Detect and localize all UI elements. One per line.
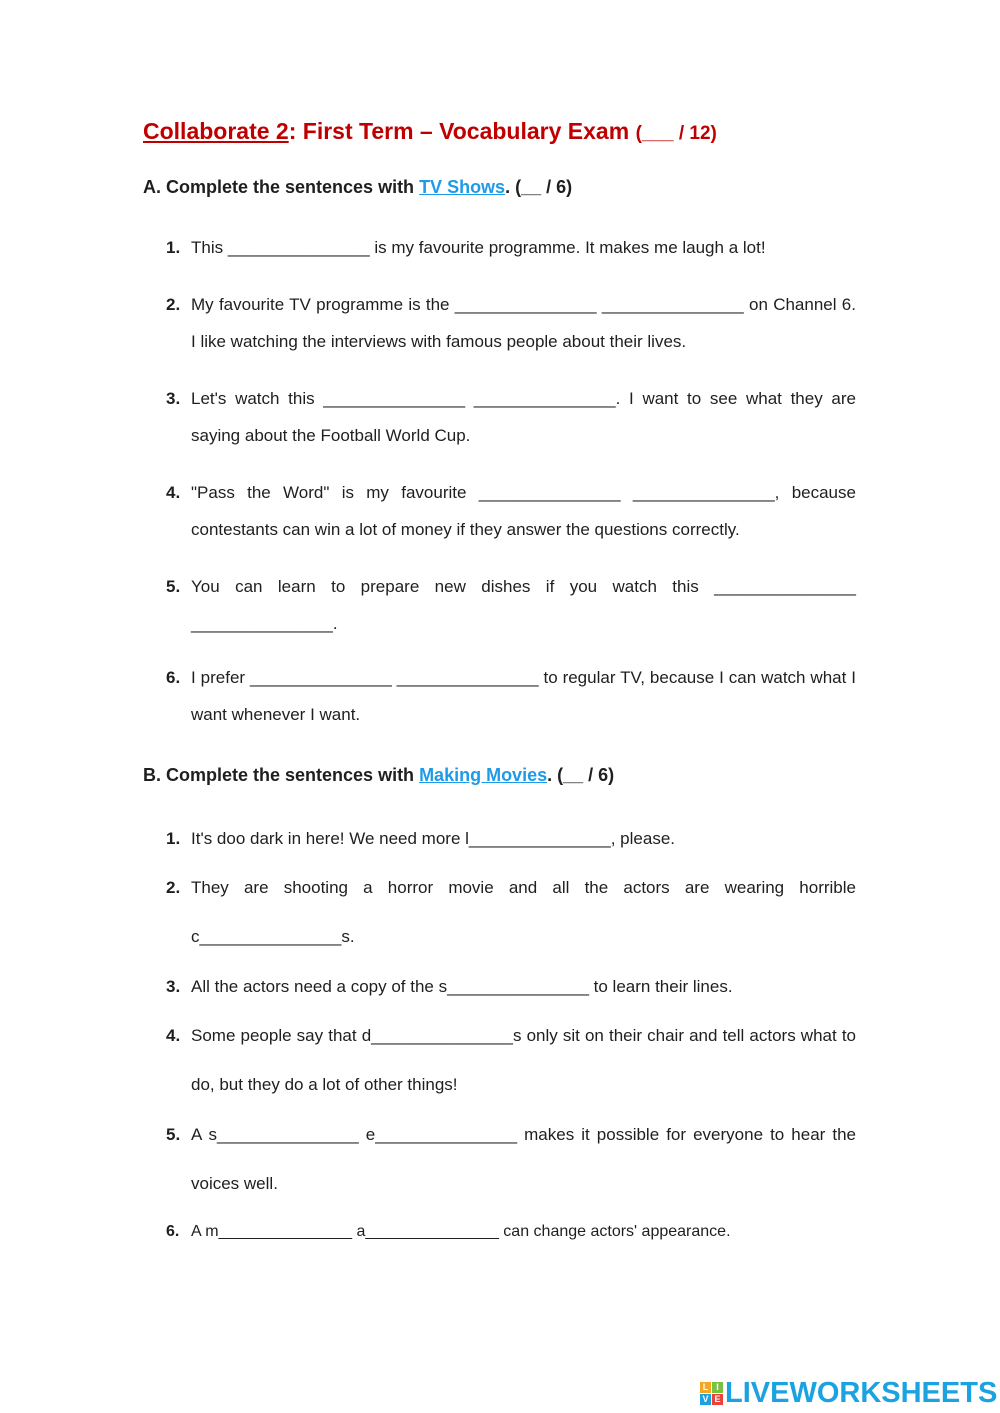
item-number: 3. — [166, 389, 181, 408]
section-b-score: . (__ / 6) — [547, 765, 615, 785]
item-text: My favourite TV programme is the — [191, 295, 455, 314]
section-a-item-5 — [166, 568, 856, 642]
section-a-item-1 — [166, 229, 856, 266]
section-b-topic-link[interactable]: Making Movies — [419, 765, 548, 785]
answer-blank[interactable]: _______________ _______________ — [478, 483, 775, 502]
answer-blank[interactable]: _______________ _______________ — [249, 668, 539, 687]
section-a-score: . (__ / 6) — [505, 177, 573, 197]
answer-blank[interactable]: _______________ _______________ — [191, 577, 856, 633]
item-number: 4. — [166, 483, 181, 502]
item-text[interactable]: They are shooting a horror movie and all the actors are wearing horrible c_______________s. — [191, 878, 856, 946]
section-a-heading — [143, 177, 572, 198]
title-text: : First Term – Vocabulary Exam — [288, 118, 636, 144]
logo-mark-letter: E — [712, 1394, 723, 1405]
section-b-item-6 — [166, 1213, 856, 1250]
section-b-item-1 — [166, 820, 856, 857]
item-text: "Pass the Word" is my favourite — [191, 483, 479, 502]
logo-mark-letter: V — [700, 1394, 711, 1405]
item-text: to regular TV, because I can watch what I want whenever I want. — [191, 668, 856, 724]
item-text[interactable]: All the actors need a copy of the s_______________ to learn their lines. — [191, 977, 733, 996]
item-number: 4. — [166, 1026, 181, 1045]
section-b-item-5 — [166, 1110, 856, 1208]
section-b-prefix: B. Complete the sentences with — [143, 765, 420, 785]
item-number: 6. — [166, 1223, 180, 1240]
item-text: I prefer — [191, 668, 250, 687]
section-a-item-6 — [166, 659, 856, 733]
title-score: (___ / 12) — [635, 123, 717, 144]
answer-blank[interactable]: _______________ _______________ — [454, 295, 744, 314]
item-text: on Channel 6. I like watching the interviews with famous people about their lives. — [191, 295, 856, 351]
logo-mark-letter: I — [712, 1382, 723, 1393]
item-number: 2. — [166, 878, 181, 897]
item-text[interactable]: A m_______________ a_______________ can change actors' appearance. — [191, 1223, 731, 1240]
section-a-item-4 — [166, 474, 856, 548]
item-number: 5. — [166, 1125, 181, 1144]
item-text: Let's watch this — [191, 389, 324, 408]
section-b-item-3 — [166, 968, 856, 1005]
section-a-prefix: A. Complete the sentences with — [143, 177, 420, 197]
section-a-topic-link[interactable]: TV Shows — [419, 177, 506, 197]
item-number: 3. — [166, 977, 181, 996]
item-number: 1. — [166, 238, 181, 257]
section-b-item-2 — [166, 863, 856, 961]
section-b-item-4 — [166, 1011, 856, 1109]
item-number: 5. — [166, 577, 181, 596]
item-text[interactable]: A s_______________ e_______________ makes it possible for everyone to hear the voices well. — [191, 1125, 856, 1193]
item-text: , because contestants can win a lot of money if they answer the questions correctly. — [191, 483, 856, 539]
logo-mark-letter: L — [700, 1382, 711, 1393]
section-a-item-3 — [166, 380, 856, 454]
answer-blank[interactable]: _______________ _______________ — [323, 389, 616, 408]
item-number: 2. — [166, 295, 181, 314]
item-text[interactable]: Some people say that d_______________s only sit on their chair and tell actors what to do, but they do a lot of other things! — [191, 1026, 856, 1094]
liveworksheets-logo[interactable] — [700, 1376, 997, 1410]
item-text[interactable]: It's doo dark in here! We need more l_______________, please. — [191, 829, 675, 848]
exam-title — [143, 118, 717, 145]
item-number: 1. — [166, 829, 181, 848]
item-number: 6. — [166, 668, 181, 687]
item-text: is my favourite programme. It makes me laugh a lot! — [369, 238, 766, 257]
title-course: Collaborate 2 — [143, 118, 289, 144]
section-a-item-2 — [166, 286, 856, 360]
item-text: This — [191, 238, 228, 257]
answer-blank[interactable]: _______________ — [227, 238, 370, 257]
item-text: You can learn to prepare new dishes if you watch this — [191, 577, 715, 596]
item-text: . I want to see what they are saying about the Football World Cup. — [191, 389, 856, 445]
logo-text: LIVEWORKSHEETS — [725, 1376, 998, 1409]
section-b-heading — [143, 765, 614, 786]
logo-mark-icon — [700, 1382, 723, 1405]
item-text: . — [332, 614, 338, 633]
